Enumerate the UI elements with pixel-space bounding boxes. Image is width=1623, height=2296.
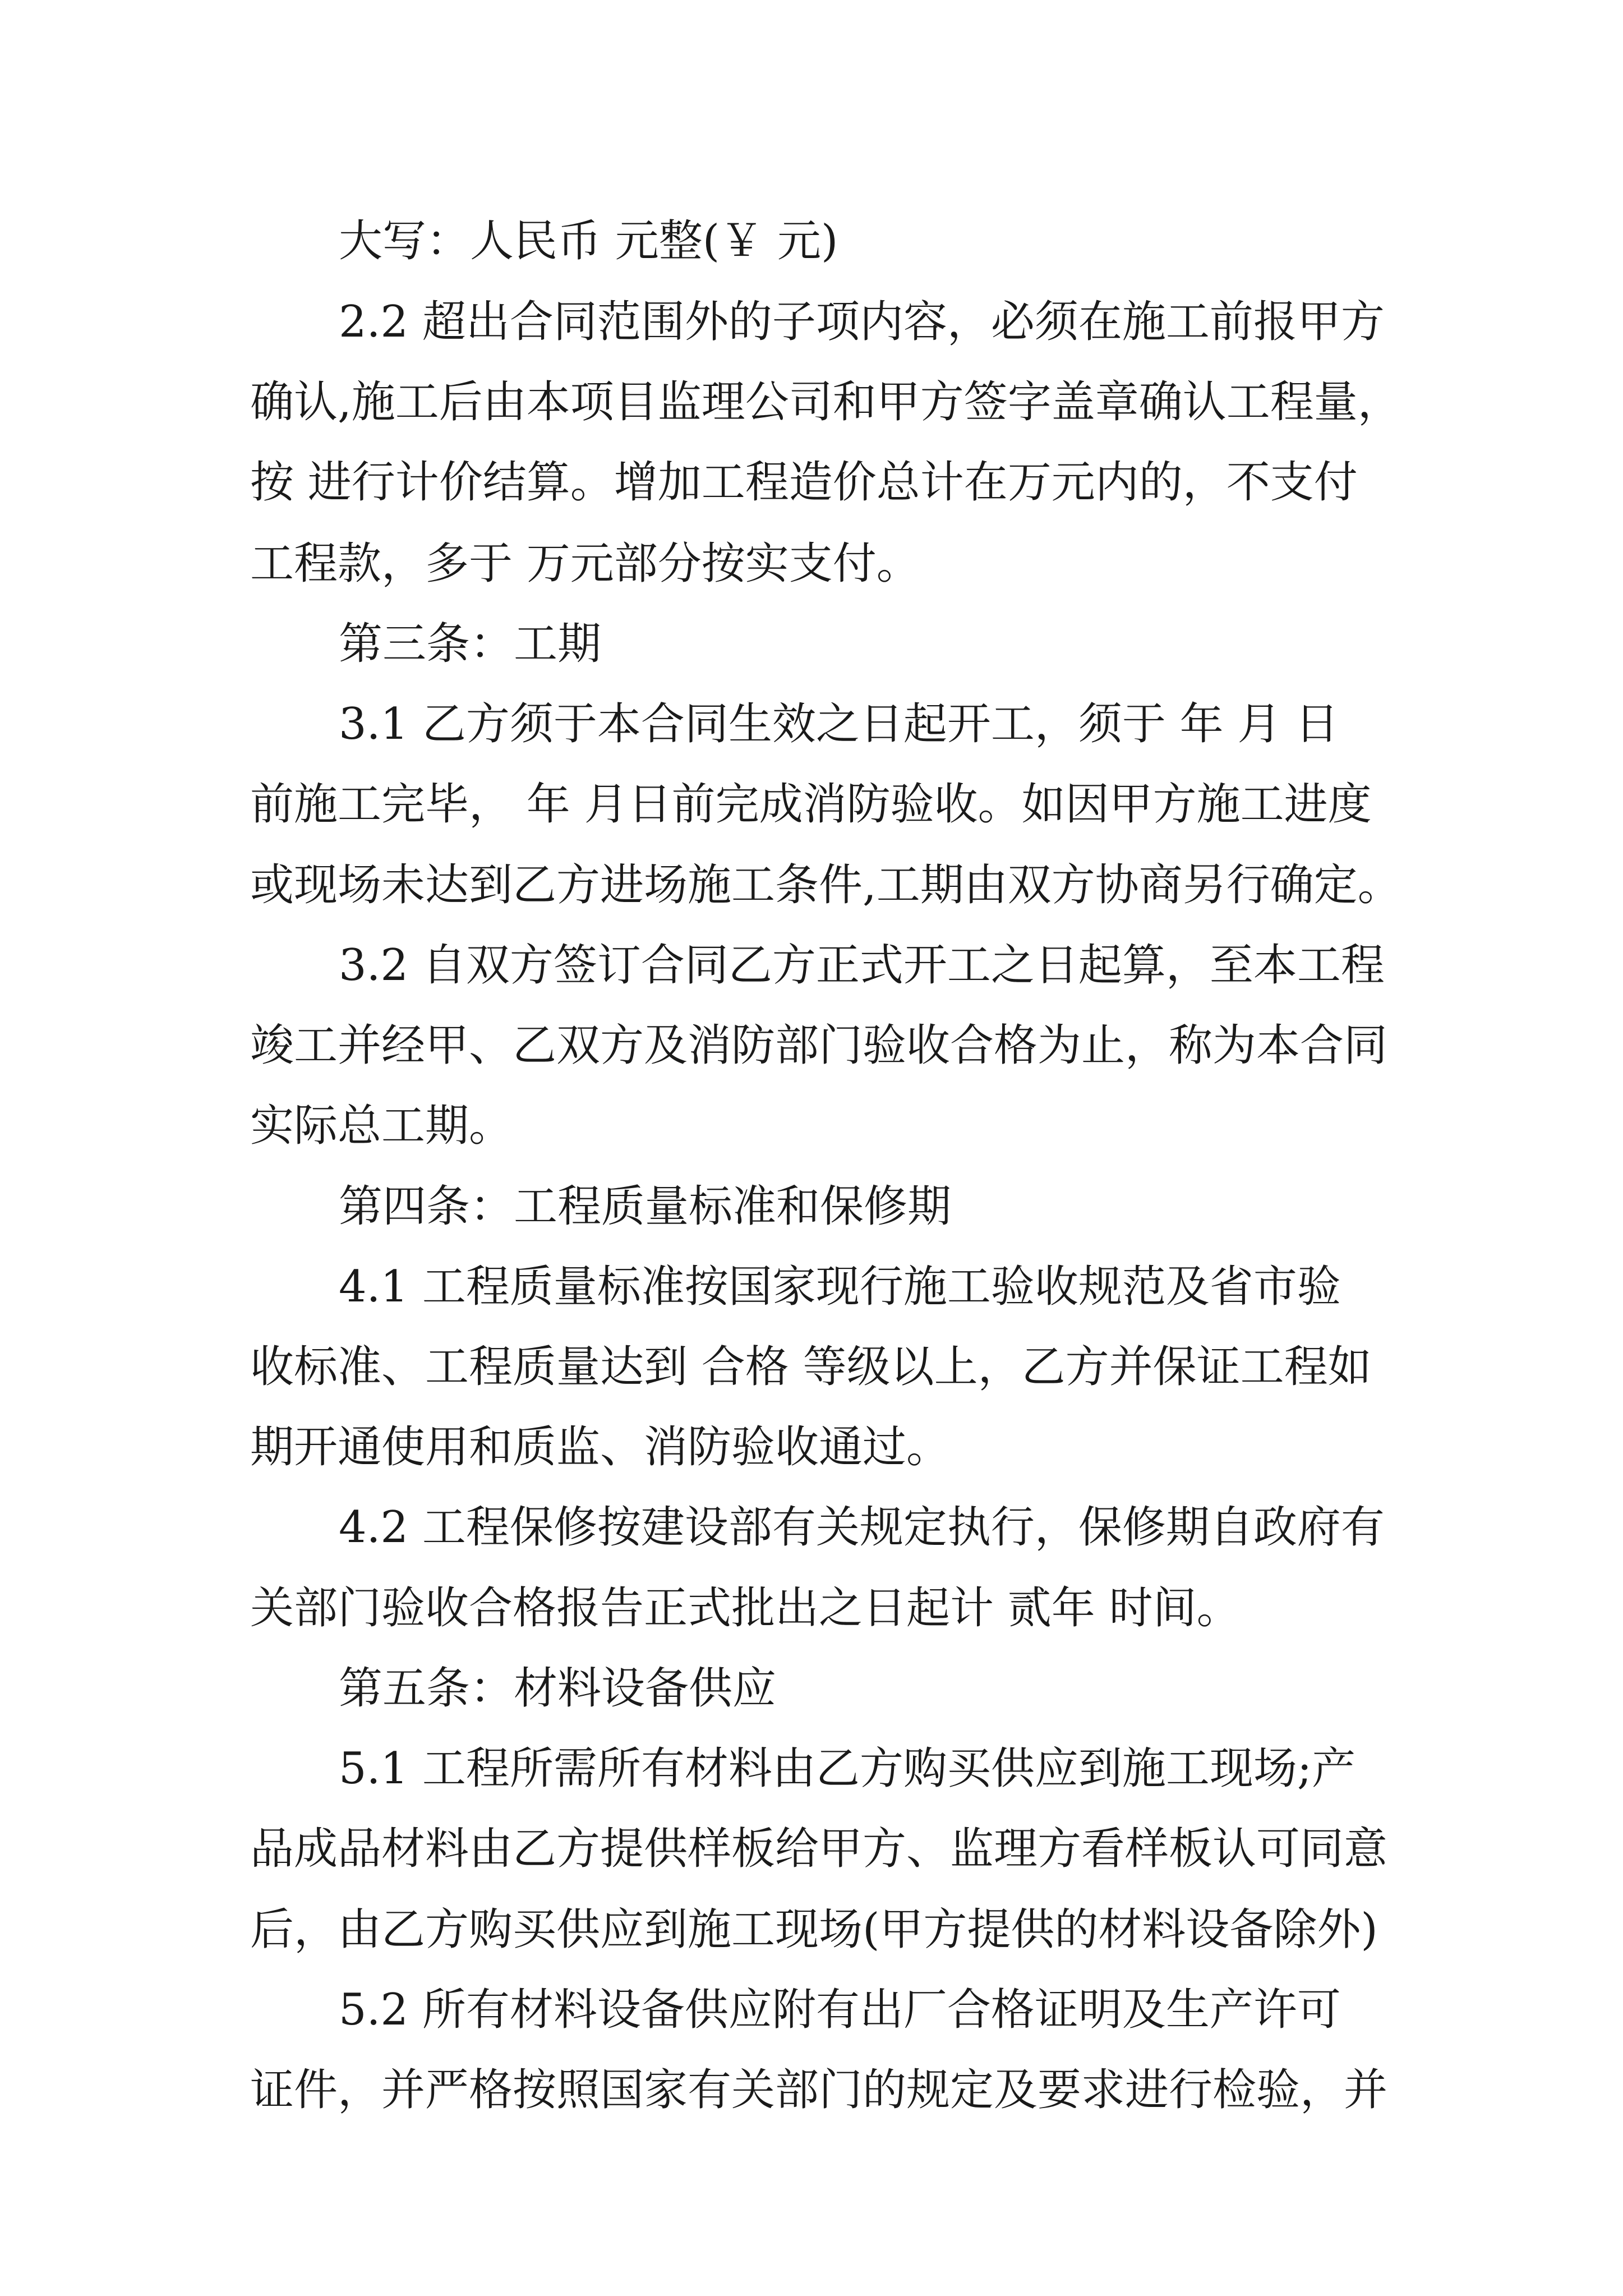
paragraph-line: 期开通使用和质监、消防验收通过。 bbox=[250, 1422, 951, 1473]
paragraph-line: 竣工并经甲、乙双方及消防部门验收合格为止，称为本合同 bbox=[250, 1020, 1388, 1071]
paragraph-line: 证件，并严格按照国家有关部门的规定及要求进行检验，并 bbox=[250, 2065, 1388, 2115]
paragraph-line: 3.1 乙方须于本合同生效之日起开工，须于 年 月 日 bbox=[339, 699, 1339, 749]
paragraph-line: 5.1 工程所需所有材料由乙方购买供应到施工现场;产 bbox=[339, 1743, 1356, 1794]
paragraph-line: 收标准、工程质量达到 合格 等级以上，乙方并保证工程如 bbox=[250, 1342, 1372, 1392]
paragraph-line: 5.2 所有材料设备供应附有出厂合格证明及生产许可 bbox=[339, 1985, 1341, 2035]
paragraph-line: 2.2 超出合同范围外的子项内容，必须在施工前报甲方 bbox=[339, 297, 1385, 347]
paragraph-line: 3.2 自双方签订合同乙方正式开工之日起算，至本工程 bbox=[339, 940, 1385, 991]
section-heading: 第四条：工程质量标准和保修期 bbox=[339, 1181, 952, 1232]
paragraph-line: 4.2 工程保修按建设部有关规定执行，保修期自政府有 bbox=[339, 1502, 1385, 1553]
paragraph-line: 或现场未达到乙方进场施工条件,工期由双方协商另行确定。 bbox=[250, 860, 1401, 910]
paragraph-line: 按 进行计价结算。增加工程造价总计在万元内的，不支付 bbox=[250, 457, 1358, 508]
paragraph-line: 大写：人民币 元整(￥ 元) bbox=[339, 216, 838, 266]
section-heading: 第三条：工期 bbox=[339, 619, 602, 669]
section-heading: 第五条：材料设备供应 bbox=[339, 1663, 777, 1714]
paragraph-line: 4.1 工程质量标准按国家现行施工验收规范及省市验 bbox=[339, 1262, 1341, 1312]
paragraph-line: 品成品材料由乙方提供样板给甲方、监理方看样板认可同意 bbox=[250, 1824, 1388, 1874]
paragraph-line: 确认,施工后由本项目监理公司和甲方签字盖章确认工程量， bbox=[250, 377, 1401, 427]
paragraph-line: 实际总工期。 bbox=[250, 1101, 513, 1151]
paragraph-line: 关部门验收合格报告正式批出之日起计 贰年 时间。 bbox=[250, 1583, 1241, 1634]
paragraph-line: 前施工完毕， 年 月日前完成消防验收。如因甲方施工进度 bbox=[250, 779, 1372, 830]
paragraph-line: 工程款，多于 万元部分按实支付。 bbox=[250, 539, 920, 589]
paragraph-line: 后，由乙方购买供应到施工现场(甲方提供的材料设备除外) bbox=[250, 1904, 1378, 1955]
